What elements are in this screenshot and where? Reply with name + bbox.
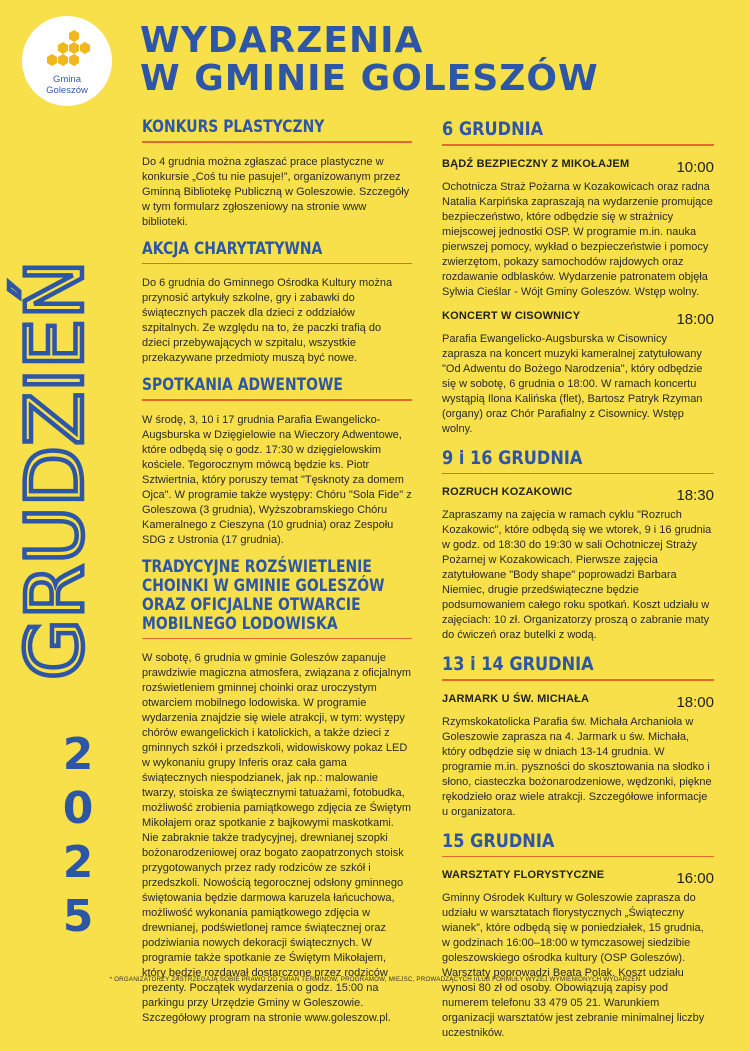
section-title: AKCJA CHARYTATYWNA bbox=[142, 238, 323, 259]
event-name: WARSZTATY FLORYSTYCZNE bbox=[442, 869, 605, 881]
left-column bbox=[142, 118, 412, 1036]
divider bbox=[142, 263, 412, 265]
day-15 bbox=[442, 830, 714, 1042]
event-time: 18:00 bbox=[676, 693, 714, 711]
section-konkurs bbox=[142, 118, 412, 230]
event-header bbox=[442, 869, 714, 887]
footnote: * ORGANIZATORZY ZASTRZEGAJĄ SOBIE PRAWO DO ZMIAN TERMINÓW, PROGRAMÓW, MIEJSC, PROWADZĄCYCH I/LUB FORMUŁY WYŻEJ WYMIENIONYCH WYDARZEŃ bbox=[109, 976, 641, 983]
event-time: 16:00 bbox=[676, 870, 714, 887]
event-name: KONCERT W CISOWNICY bbox=[442, 309, 581, 322]
divider bbox=[442, 144, 714, 146]
month-text: GRUDZIEŃ bbox=[11, 264, 101, 680]
year-digit: 2 bbox=[62, 729, 94, 780]
divider bbox=[142, 141, 412, 143]
year-digit: 0 bbox=[62, 783, 94, 834]
event-header bbox=[442, 693, 714, 711]
year-label bbox=[38, 728, 118, 944]
event-header bbox=[442, 158, 714, 176]
logo-line-2: Goleszów bbox=[46, 85, 88, 96]
right-column bbox=[442, 118, 714, 1051]
divider bbox=[442, 679, 714, 681]
day-13-14 bbox=[442, 653, 714, 820]
year-digit: 5 bbox=[62, 891, 94, 942]
divider bbox=[142, 638, 412, 640]
section-text: Do 6 grudnia do Gminnego Ośrodka Kultury można przynosić artykuły szkolne, gry i zabawki do świątecznych paczek dla dzieci z oddziałów szpitalnych. Ze względu na to, że paczki trafią do dzieci przebywających w szpitalu, wszystkie przekazywane przedmioty muszą być nowe. bbox=[142, 277, 393, 364]
gmina-logo bbox=[22, 16, 112, 106]
section-title: TRADYCYJNE ROZŚWIETLENIE CHOINKI W GMINIE GOLESZÓW ORAZ OFICJALNE OTWARCIE MOBILNEGO LODOWISKA bbox=[142, 556, 385, 634]
divider bbox=[442, 856, 714, 858]
year-digit: 2 bbox=[62, 837, 94, 888]
section-title: SPOTKANIA ADWENTOWE bbox=[142, 375, 343, 395]
event-header bbox=[442, 486, 714, 504]
section-text: Do 4 grudnia można zgłaszać prace plastyczne w konkursie „Coś tu nie pasuje!”, organizowanym przez Gminną Bibliotekę Publiczną w Goleszowie. Szczegóły w tym formularz zgłoszeniowy na stronie www biblioteki. bbox=[142, 155, 410, 228]
day-title: 15 GRUDNIA bbox=[442, 829, 555, 852]
event-text: Zapraszamy na zajęcia w ramach cyklu "Rozruch Kozakowic", które odbędą się we wtorek, 9 i 16 grudnia w godz. od 18:30 do 19:30 w sali Ochotniczej Straży Pożarnej w Kozakowicach. Pierwsze zajęcia zatytułowane "Body shape" poprowadzi Barbara Niemiec, drugie przedświąteczne będzie podsumowaniem całego roku spotkań. Koszt udziału w zajęciach: 10 zł. Organizatorzy proszą o zabranie maty do ćwiczeń oraz butelki z wodą. bbox=[442, 509, 712, 641]
day-title: 13 i 14 GRUDNIA bbox=[442, 653, 594, 675]
event-text: Gminny Ośrodek Kultury w Goleszowie zaprasza do udziału w warsztatach florystycznych „Świąteczny wianek”, które odbędą się w poniedziałek, 15 grudnia, w godzinach 16:00–18:00 w tymczasowej siedzibie goleszowskiego ośrodka kultury (OSP Goleszów). Warsztaty poprowadzi Beata Polak. Koszt udziału wynosi 80 zł od osoby. Obowiązują zapisy pod numerem telefonu 33 479 05 21. Warunkiem organizacji warsztatów jest zebranie minimalnej liczby uczestników. bbox=[442, 892, 705, 1039]
section-akcja bbox=[142, 240, 412, 367]
event-name: JARMARK U ŚW. MICHAŁA bbox=[442, 692, 590, 705]
event-header bbox=[442, 310, 714, 328]
event-name: BĄDŹ BEZPIECZNY Z MIKOŁAJEM bbox=[442, 157, 630, 170]
event-text: Ochotnicza Straż Pożarna w Kozakowicach oraz radna Natalia Karpińska zapraszają na wydarzenie promujące bezpieczeństwo, które odbędzie się w strażnicy miejscowej jednostki OSP. W programie m.in. nauka pierwszej pomocy, wykład o bezpieczeństwie i pomocy zwierzętom, pokazy samochodów rajdowych oraz rozdawanie odblasków. Wydarzenie patronatem objęła Sylwia Cieślar - Wójt Gminy Goleszów. Wstęp wolny. bbox=[442, 180, 713, 298]
honeycomb-icon bbox=[44, 28, 90, 72]
logo-text bbox=[22, 74, 112, 96]
day-6 bbox=[442, 118, 714, 437]
event-time: 18:30 bbox=[676, 487, 714, 504]
title-line-2: W GMINIE GOLESZÓW bbox=[140, 58, 599, 99]
page-title bbox=[140, 22, 599, 98]
day-title: 6 GRUDNIA bbox=[442, 118, 544, 140]
section-spotkania bbox=[142, 376, 412, 548]
month-label bbox=[10, 250, 100, 690]
divider bbox=[442, 473, 714, 475]
event-text: Rzymskokatolicka Parafia św. Michała Archanioła w Goleszowie zaprasza na 4. Jarmark u św. Michała, który odbędzie się w dniach 13-14 grudnia. W programie m.in. pyszności do skosztowania na słodko i słono, ciasteczka bożonarodzeniowe, wędzonki, piękne rękodzieło oraz wiele atrakcji. Szczegółowe informacje u organizatora. bbox=[442, 715, 712, 818]
event-time: 18:00 bbox=[676, 310, 714, 328]
day-title: 9 i 16 GRUDNIA bbox=[442, 446, 583, 469]
section-choinka bbox=[142, 558, 412, 1027]
section-title: KONKURS PLASTYCZNY bbox=[142, 117, 325, 137]
title-line-1: WYDARZENIA bbox=[140, 20, 424, 61]
event-time: 10:00 bbox=[676, 158, 714, 176]
event-name: ROZRUCH KOZAKOWIC bbox=[442, 486, 573, 498]
section-text: W sobotę, 6 grudnia w gminie Goleszów zapanuje prawdziwie magiczna atmosfera, związana z oficjalnym rozświetleniem gminnej choinki oraz uroczystym otwarciem mobilnego lodowiska. W programie wydarzenia znajdzie się wiele atrakcji, w tym: występy chórów ewangelickich i katolickich, a także dzieci z gminnych szkół i przedszkoli, widowiskowy pokaz LED w wykonaniu grupy Inferis oraz cała gama świątecznych niespodzianek, jak np.: malowanie twarzy, stoiska ze świątecznymi tatuażami, fotobudka, możliwość zrobienia pamiątkowego zdjęcia ze Świętym Mikołajem oraz spotkanie z bajkowymi maskotkami. Nie zabraknie także tradycyjnej, drewnianej szopki bożonarodzeniowej oraz bogato zaopatrzonych stoisk przygotowanych przez rady rodziców ze szkół i przedszkoli. Nowością tegorocznej odsłony gminnego świętowania będzie darmowa karuzela łańcuchowa, możliwość wykonania pamiątkowego zdjęcia w drewnianej, podświetlonej ramce świątecznej oraz podziwiania nowych dekoracji świątecznych. W programie także spotkanie ze Świętym Mikołajem, który będzie rozdawał dostarczone przez rodziców prezenty. Początek wydarzenia o godz. 15:00 na parkingu przy Urzędzie Gminy w Goleszowie. Szczegółowy program na stronie www.goleszow.pl. bbox=[142, 652, 412, 1024]
divider bbox=[142, 399, 412, 401]
section-text: W środę, 3, 10 i 17 grudnia Parafia Ewangelicko-Augsburska w Dzięgielowie na Wieczory Adwentowe, które odbędą się o godz. 17:30 w dzięgielowskim kościele. Tegorocznym mówcą będzie ks. Piotr Sztwiertnia, który poruszy temat "Tęsknoty za domem Ojca". W programie także występy: Chóru "Sola Fide" z Goleszowa (3 grudnia), Wyższobramskiego Chóru Kameralnego z Cieszyna (10 grudnia) oraz Zespołu SDG z Ustronia (17 grudnia). bbox=[142, 413, 412, 546]
logo-line-1: Gmina bbox=[53, 74, 81, 85]
event-text: Parafia Ewangelicko-Augsburska w Cisownicy zaprasza na koncert muzyki kameralnej zatytułowany "Od Adwentu do Bożego Narodzenia", który odbędzie się w sobotę, 6 grudnia o 18:00. W ramach koncertu wystąpią Ilona Kalińska (flet), Bartosz Patryk Rzyman (organy) oraz Chór Parafialny z Cisownicy. Wstęp wolny. bbox=[442, 332, 703, 435]
day-9-16 bbox=[442, 447, 714, 644]
